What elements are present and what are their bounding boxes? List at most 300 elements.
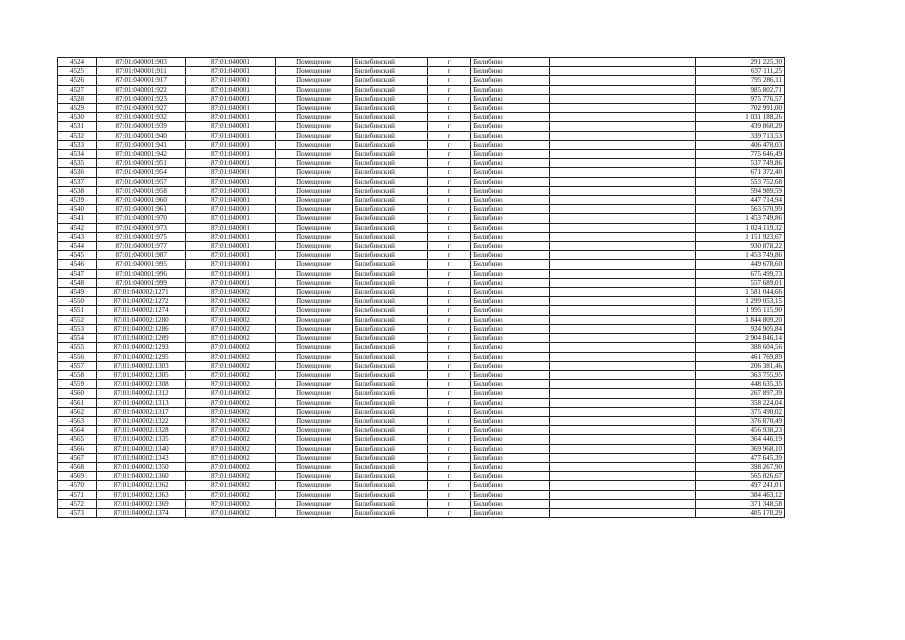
cadastral-value-cell: 985 802,71 bbox=[695, 85, 784, 94]
cadastral-number-cell: 87:01:040001:941 bbox=[97, 140, 186, 149]
row-number-cell: 4546 bbox=[58, 260, 97, 269]
table-row bbox=[58, 389, 785, 398]
row-number-cell: 4529 bbox=[58, 104, 97, 113]
district-cell: Билибинский bbox=[352, 288, 427, 297]
row-number-cell: 4539 bbox=[58, 196, 97, 205]
locality-type-cell: г bbox=[427, 113, 470, 122]
address-cell bbox=[550, 499, 695, 508]
cadastral-quarter-cell: 87:01:040001 bbox=[186, 67, 275, 76]
row-number-cell: 4573 bbox=[58, 508, 97, 517]
locality-cell: Билибино bbox=[471, 334, 550, 343]
cadastral-quarter-cell: 87:01:040002 bbox=[186, 343, 275, 352]
table-row bbox=[58, 334, 785, 343]
table-row bbox=[58, 150, 785, 159]
row-number-cell: 4535 bbox=[58, 159, 97, 168]
cadastral-number-cell: 87:01:040002:1369 bbox=[97, 499, 186, 508]
cadastral-number-cell: 87:01:040001:960 bbox=[97, 196, 186, 205]
address-cell bbox=[550, 168, 695, 177]
cadastral-quarter-cell: 87:01:040001 bbox=[186, 76, 275, 85]
locality-type-cell: г bbox=[427, 398, 470, 407]
cadastral-number-cell: 87:01:040002:1374 bbox=[97, 508, 186, 517]
locality-cell: Билибино bbox=[471, 416, 550, 425]
cadastral-number-cell: 87:01:040002:1271 bbox=[97, 288, 186, 297]
object-type-cell: Помещение bbox=[275, 297, 352, 306]
cadastral-number-cell: 87:01:040001:940 bbox=[97, 131, 186, 140]
cadastral-quarter-cell: 87:01:040001 bbox=[186, 260, 275, 269]
locality-type-cell: г bbox=[427, 269, 470, 278]
address-cell bbox=[550, 177, 695, 186]
row-number-cell: 4567 bbox=[58, 453, 97, 462]
address-cell bbox=[550, 398, 695, 407]
cadastral-quarter-cell: 87:01:040001 bbox=[186, 85, 275, 94]
cadastral-quarter-cell: 87:01:040002 bbox=[186, 389, 275, 398]
locality-type-cell: г bbox=[427, 104, 470, 113]
address-cell bbox=[550, 389, 695, 398]
address-cell bbox=[550, 85, 695, 94]
cadastral-value-cell: 384 463,12 bbox=[695, 490, 784, 499]
row-number-cell: 4542 bbox=[58, 223, 97, 232]
object-type-cell: Помещение bbox=[275, 159, 352, 168]
table-row bbox=[58, 122, 785, 131]
cadastral-number-cell: 87:01:040001:917 bbox=[97, 76, 186, 85]
cadastral-quarter-cell: 87:01:040001 bbox=[186, 150, 275, 159]
locality-cell: Билибино bbox=[471, 177, 550, 186]
row-number-cell: 4550 bbox=[58, 297, 97, 306]
district-cell: Билибинский bbox=[352, 380, 427, 389]
object-type-cell: Помещение bbox=[275, 462, 352, 471]
locality-type-cell: г bbox=[427, 214, 470, 223]
cadastral-number-cell: 87:01:040001:932 bbox=[97, 113, 186, 122]
row-number-cell: 4547 bbox=[58, 269, 97, 278]
address-cell bbox=[550, 315, 695, 324]
district-cell: Билибинский bbox=[352, 416, 427, 425]
object-type-cell: Помещение bbox=[275, 251, 352, 260]
cadastral-value-cell: 1 995 115,90 bbox=[695, 306, 784, 315]
row-number-cell: 4549 bbox=[58, 288, 97, 297]
row-number-cell: 4541 bbox=[58, 214, 97, 223]
cadastral-number-cell: 87:01:040001:987 bbox=[97, 251, 186, 260]
row-number-cell: 4554 bbox=[58, 334, 97, 343]
cadastral-quarter-cell: 87:01:040002 bbox=[186, 297, 275, 306]
address-cell bbox=[550, 426, 695, 435]
address-cell bbox=[550, 205, 695, 214]
object-type-cell: Помещение bbox=[275, 315, 352, 324]
cadastral-value-cell: 376 870,49 bbox=[695, 416, 784, 425]
district-cell: Билибинский bbox=[352, 499, 427, 508]
cadastral-value-cell: 637 111,25 bbox=[695, 67, 784, 76]
object-type-cell: Помещение bbox=[275, 58, 352, 67]
table-row bbox=[58, 426, 785, 435]
cadastral-value-cell: 291 225,30 bbox=[695, 58, 784, 67]
cadastral-value-cell: 1 299 053,15 bbox=[695, 297, 784, 306]
cadastral-value-cell: 363 755,95 bbox=[695, 370, 784, 379]
cadastral-number-cell: 87:01:040001:973 bbox=[97, 223, 186, 232]
locality-type-cell: г bbox=[427, 168, 470, 177]
locality-cell: Билибино bbox=[471, 251, 550, 260]
locality-cell: Билибино bbox=[471, 104, 550, 113]
row-number-cell: 4543 bbox=[58, 232, 97, 241]
cadastral-quarter-cell: 87:01:040002 bbox=[186, 407, 275, 416]
locality-cell: Билибино bbox=[471, 150, 550, 159]
cadastral-quarter-cell: 87:01:040002 bbox=[186, 472, 275, 481]
cadastral-value-cell: 339 713,53 bbox=[695, 131, 784, 140]
object-type-cell: Помещение bbox=[275, 334, 352, 343]
locality-cell: Билибино bbox=[471, 361, 550, 370]
cadastral-number-cell: 87:01:040002:1293 bbox=[97, 343, 186, 352]
cadastral-number-cell: 87:01:040001:961 bbox=[97, 205, 186, 214]
object-type-cell: Помещение bbox=[275, 94, 352, 103]
cadastral-value-cell: 398 267,90 bbox=[695, 462, 784, 471]
district-cell: Билибинский bbox=[352, 389, 427, 398]
cadastral-quarter-cell: 87:01:040002 bbox=[186, 481, 275, 490]
locality-cell: Билибино bbox=[471, 324, 550, 333]
row-number-cell: 4538 bbox=[58, 186, 97, 195]
row-number-cell: 4534 bbox=[58, 150, 97, 159]
cadastral-value-cell: 375 490,02 bbox=[695, 407, 784, 416]
table-body bbox=[58, 58, 785, 518]
cadastral-value-cell: 1 453 749,86 bbox=[695, 251, 784, 260]
row-number-cell: 4528 bbox=[58, 94, 97, 103]
cadastral-number-cell: 87:01:040002:1303 bbox=[97, 361, 186, 370]
table-row bbox=[58, 214, 785, 223]
locality-type-cell: г bbox=[427, 407, 470, 416]
cadastral-quarter-cell: 87:01:040001 bbox=[186, 205, 275, 214]
locality-type-cell: г bbox=[427, 122, 470, 131]
locality-cell: Билибино bbox=[471, 288, 550, 297]
cadastral-quarter-cell: 87:01:040002 bbox=[186, 499, 275, 508]
district-cell: Билибинский bbox=[352, 214, 427, 223]
address-cell bbox=[550, 269, 695, 278]
row-number-cell: 4530 bbox=[58, 113, 97, 122]
cadastral-quarter-cell: 87:01:040002 bbox=[186, 334, 275, 343]
cadastral-number-cell: 87:01:040001:939 bbox=[97, 122, 186, 131]
table-row bbox=[58, 131, 785, 140]
table-row bbox=[58, 444, 785, 453]
object-type-cell: Помещение bbox=[275, 76, 352, 85]
locality-cell: Билибино bbox=[471, 380, 550, 389]
cadastral-number-cell: 87:01:040002:1322 bbox=[97, 416, 186, 425]
table-row bbox=[58, 159, 785, 168]
locality-type-cell: г bbox=[427, 508, 470, 517]
row-number-cell: 4572 bbox=[58, 499, 97, 508]
row-number-cell: 4533 bbox=[58, 140, 97, 149]
cadastral-value-cell: 924 905,84 bbox=[695, 324, 784, 333]
district-cell: Билибинский bbox=[352, 398, 427, 407]
table-row bbox=[58, 232, 785, 241]
cadastral-number-cell: 87:01:040002:1317 bbox=[97, 407, 186, 416]
locality-type-cell: г bbox=[427, 324, 470, 333]
cadastral-value-cell: 1 031 188,26 bbox=[695, 113, 784, 122]
locality-type-cell: г bbox=[427, 94, 470, 103]
locality-cell: Билибино bbox=[471, 343, 550, 352]
row-number-cell: 4562 bbox=[58, 407, 97, 416]
district-cell: Билибинский bbox=[352, 315, 427, 324]
table-row bbox=[58, 104, 785, 113]
cadastral-value-cell: 439 860,29 bbox=[695, 122, 784, 131]
address-cell bbox=[550, 251, 695, 260]
locality-cell: Билибино bbox=[471, 168, 550, 177]
cadastral-value-cell: 795 286,11 bbox=[695, 76, 784, 85]
table-row bbox=[58, 177, 785, 186]
document-page bbox=[57, 57, 785, 518]
locality-cell: Билибино bbox=[471, 232, 550, 241]
table-row bbox=[58, 462, 785, 471]
district-cell: Билибинский bbox=[352, 67, 427, 76]
locality-type-cell: г bbox=[427, 389, 470, 398]
locality-type-cell: г bbox=[427, 352, 470, 361]
cadastral-quarter-cell: 87:01:040001 bbox=[186, 278, 275, 287]
locality-cell: Билибино bbox=[471, 269, 550, 278]
district-cell: Билибинский bbox=[352, 462, 427, 471]
district-cell: Билибинский bbox=[352, 251, 427, 260]
locality-type-cell: г bbox=[427, 453, 470, 462]
object-type-cell: Помещение bbox=[275, 426, 352, 435]
object-type-cell: Помещение bbox=[275, 370, 352, 379]
row-number-cell: 4548 bbox=[58, 278, 97, 287]
locality-type-cell: г bbox=[427, 315, 470, 324]
row-number-cell: 4561 bbox=[58, 398, 97, 407]
cadastral-value-cell: 702 991,00 bbox=[695, 104, 784, 113]
table-row bbox=[58, 453, 785, 462]
table-row bbox=[58, 288, 785, 297]
district-cell: Билибинский bbox=[352, 58, 427, 67]
address-cell bbox=[550, 76, 695, 85]
row-number-cell: 4540 bbox=[58, 205, 97, 214]
object-type-cell: Помещение bbox=[275, 288, 352, 297]
cadastral-number-cell: 87:01:040001:954 bbox=[97, 168, 186, 177]
row-number-cell: 4558 bbox=[58, 370, 97, 379]
cadastral-number-cell: 87:01:040002:1280 bbox=[97, 315, 186, 324]
cadastral-number-cell: 87:01:040001:995 bbox=[97, 260, 186, 269]
locality-cell: Билибино bbox=[471, 370, 550, 379]
district-cell: Билибинский bbox=[352, 85, 427, 94]
cadastral-quarter-cell: 87:01:040002 bbox=[186, 370, 275, 379]
cadastral-number-cell: 87:01:040001:977 bbox=[97, 242, 186, 251]
cadastral-number-cell: 87:01:040001:911 bbox=[97, 67, 186, 76]
cadastral-value-table bbox=[57, 57, 785, 518]
object-type-cell: Помещение bbox=[275, 444, 352, 453]
locality-type-cell: г bbox=[427, 444, 470, 453]
cadastral-number-cell: 87:01:040002:1360 bbox=[97, 472, 186, 481]
table-row bbox=[58, 361, 785, 370]
object-type-cell: Помещение bbox=[275, 472, 352, 481]
table-row bbox=[58, 297, 785, 306]
table-row bbox=[58, 260, 785, 269]
district-cell: Билибинский bbox=[352, 490, 427, 499]
address-cell bbox=[550, 453, 695, 462]
object-type-cell: Помещение bbox=[275, 131, 352, 140]
table-row bbox=[58, 85, 785, 94]
object-type-cell: Помещение bbox=[275, 177, 352, 186]
district-cell: Билибинский bbox=[352, 361, 427, 370]
district-cell: Билибинский bbox=[352, 324, 427, 333]
cadastral-quarter-cell: 87:01:040002 bbox=[186, 453, 275, 462]
row-number-cell: 4525 bbox=[58, 67, 97, 76]
cadastral-value-cell: 671 372,40 bbox=[695, 168, 784, 177]
district-cell: Билибинский bbox=[352, 444, 427, 453]
row-number-cell: 4557 bbox=[58, 361, 97, 370]
table-row bbox=[58, 435, 785, 444]
locality-cell: Билибино bbox=[471, 260, 550, 269]
cadastral-value-cell: 267 897,39 bbox=[695, 389, 784, 398]
cadastral-quarter-cell: 87:01:040001 bbox=[186, 186, 275, 195]
table-row bbox=[58, 242, 785, 251]
address-cell bbox=[550, 150, 695, 159]
locality-cell: Билибино bbox=[471, 435, 550, 444]
locality-cell: Билибино bbox=[471, 472, 550, 481]
cadastral-number-cell: 87:01:040002:1272 bbox=[97, 297, 186, 306]
cadastral-value-cell: 775 646,49 bbox=[695, 150, 784, 159]
object-type-cell: Помещение bbox=[275, 481, 352, 490]
cadastral-quarter-cell: 87:01:040002 bbox=[186, 361, 275, 370]
district-cell: Билибинский bbox=[352, 140, 427, 149]
cadastral-quarter-cell: 87:01:040001 bbox=[186, 122, 275, 131]
object-type-cell: Помещение bbox=[275, 499, 352, 508]
row-number-cell: 4559 bbox=[58, 380, 97, 389]
cadastral-value-cell: 594 989,59 bbox=[695, 186, 784, 195]
cadastral-quarter-cell: 87:01:040001 bbox=[186, 232, 275, 241]
table-row bbox=[58, 269, 785, 278]
locality-type-cell: г bbox=[427, 481, 470, 490]
cadastral-quarter-cell: 87:01:040002 bbox=[186, 306, 275, 315]
locality-cell: Билибино bbox=[471, 76, 550, 85]
district-cell: Билибинский bbox=[352, 472, 427, 481]
locality-type-cell: г bbox=[427, 462, 470, 471]
table-row bbox=[58, 481, 785, 490]
locality-type-cell: г bbox=[427, 380, 470, 389]
cadastral-value-cell: 388 604,56 bbox=[695, 343, 784, 352]
row-number-cell: 4565 bbox=[58, 435, 97, 444]
address-cell bbox=[550, 416, 695, 425]
cadastral-number-cell: 87:01:040002:1335 bbox=[97, 435, 186, 444]
row-number-cell: 4526 bbox=[58, 76, 97, 85]
locality-type-cell: г bbox=[427, 232, 470, 241]
district-cell: Билибинский bbox=[352, 278, 427, 287]
cadastral-value-cell: 358 224,04 bbox=[695, 398, 784, 407]
cadastral-quarter-cell: 87:01:040002 bbox=[186, 380, 275, 389]
cadastral-value-cell: 975 776,57 bbox=[695, 94, 784, 103]
locality-cell: Билибино bbox=[471, 499, 550, 508]
cadastral-quarter-cell: 87:01:040001 bbox=[186, 131, 275, 140]
object-type-cell: Помещение bbox=[275, 380, 352, 389]
cadastral-number-cell: 87:01:040001:951 bbox=[97, 159, 186, 168]
address-cell bbox=[550, 352, 695, 361]
table-row bbox=[58, 499, 785, 508]
address-cell bbox=[550, 508, 695, 517]
cadastral-value-cell: 206 381,46 bbox=[695, 361, 784, 370]
object-type-cell: Помещение bbox=[275, 67, 352, 76]
object-type-cell: Помещение bbox=[275, 278, 352, 287]
cadastral-number-cell: 87:01:040001:999 bbox=[97, 278, 186, 287]
locality-cell: Билибино bbox=[471, 490, 550, 499]
locality-type-cell: г bbox=[427, 306, 470, 315]
cadastral-quarter-cell: 87:01:040001 bbox=[186, 223, 275, 232]
cadastral-value-cell: 553 752,68 bbox=[695, 177, 784, 186]
cadastral-number-cell: 87:01:040002:1312 bbox=[97, 389, 186, 398]
object-type-cell: Помещение bbox=[275, 214, 352, 223]
district-cell: Билибинский bbox=[352, 150, 427, 159]
row-number-cell: 4524 bbox=[58, 58, 97, 67]
cadastral-number-cell: 87:01:040001:958 bbox=[97, 186, 186, 195]
district-cell: Билибинский bbox=[352, 435, 427, 444]
locality-cell: Билибино bbox=[471, 205, 550, 214]
district-cell: Билибинский bbox=[352, 177, 427, 186]
address-cell bbox=[550, 140, 695, 149]
address-cell bbox=[550, 306, 695, 315]
cadastral-quarter-cell: 87:01:040001 bbox=[186, 113, 275, 122]
district-cell: Билибинский bbox=[352, 453, 427, 462]
cadastral-number-cell: 87:01:040002:1286 bbox=[97, 324, 186, 333]
cadastral-quarter-cell: 87:01:040001 bbox=[186, 58, 275, 67]
table-row bbox=[58, 140, 785, 149]
district-cell: Билибинский bbox=[352, 269, 427, 278]
district-cell: Билибинский bbox=[352, 223, 427, 232]
cadastral-number-cell: 87:01:040001:942 bbox=[97, 150, 186, 159]
cadastral-quarter-cell: 87:01:040002 bbox=[186, 426, 275, 435]
row-number-cell: 4532 bbox=[58, 131, 97, 140]
cadastral-number-cell: 87:01:040002:1305 bbox=[97, 370, 186, 379]
locality-type-cell: г bbox=[427, 297, 470, 306]
address-cell bbox=[550, 334, 695, 343]
cadastral-value-cell: 1 581 044,66 bbox=[695, 288, 784, 297]
locality-type-cell: г bbox=[427, 186, 470, 195]
locality-cell: Билибино bbox=[471, 131, 550, 140]
cadastral-value-cell: 675 499,73 bbox=[695, 269, 784, 278]
address-cell bbox=[550, 232, 695, 241]
locality-cell: Билибино bbox=[471, 306, 550, 315]
cadastral-number-cell: 87:01:040002:1343 bbox=[97, 453, 186, 462]
address-cell bbox=[550, 407, 695, 416]
table-row bbox=[58, 398, 785, 407]
cadastral-value-cell: 456 938,23 bbox=[695, 426, 784, 435]
object-type-cell: Помещение bbox=[275, 324, 352, 333]
locality-type-cell: г bbox=[427, 150, 470, 159]
object-type-cell: Помещение bbox=[275, 361, 352, 370]
locality-cell: Билибино bbox=[471, 444, 550, 453]
district-cell: Билибинский bbox=[352, 407, 427, 416]
object-type-cell: Помещение bbox=[275, 407, 352, 416]
locality-cell: Билибино bbox=[471, 508, 550, 517]
row-number-cell: 4527 bbox=[58, 85, 97, 94]
locality-type-cell: г bbox=[427, 196, 470, 205]
locality-cell: Билибино bbox=[471, 315, 550, 324]
table-row bbox=[58, 343, 785, 352]
cadastral-value-cell: 461 769,89 bbox=[695, 352, 784, 361]
cadastral-quarter-cell: 87:01:040001 bbox=[186, 168, 275, 177]
cadastral-quarter-cell: 87:01:040001 bbox=[186, 242, 275, 251]
locality-type-cell: г bbox=[427, 140, 470, 149]
cadastral-value-cell: 406 478,03 bbox=[695, 140, 784, 149]
table-row bbox=[58, 205, 785, 214]
district-cell: Билибинский bbox=[352, 186, 427, 195]
object-type-cell: Помещение bbox=[275, 242, 352, 251]
row-number-cell: 4545 bbox=[58, 251, 97, 260]
district-cell: Билибинский bbox=[352, 426, 427, 435]
locality-cell: Билибино bbox=[471, 407, 550, 416]
cadastral-quarter-cell: 87:01:040002 bbox=[186, 508, 275, 517]
table-row bbox=[58, 315, 785, 324]
table-row bbox=[58, 472, 785, 481]
cadastral-value-cell: 1 024 119,32 bbox=[695, 223, 784, 232]
locality-cell: Билибино bbox=[471, 122, 550, 131]
object-type-cell: Помещение bbox=[275, 223, 352, 232]
row-number-cell: 4569 bbox=[58, 472, 97, 481]
district-cell: Билибинский bbox=[352, 481, 427, 490]
object-type-cell: Помещение bbox=[275, 168, 352, 177]
table-row bbox=[58, 58, 785, 67]
locality-cell: Билибино bbox=[471, 278, 550, 287]
district-cell: Билибинский bbox=[352, 297, 427, 306]
